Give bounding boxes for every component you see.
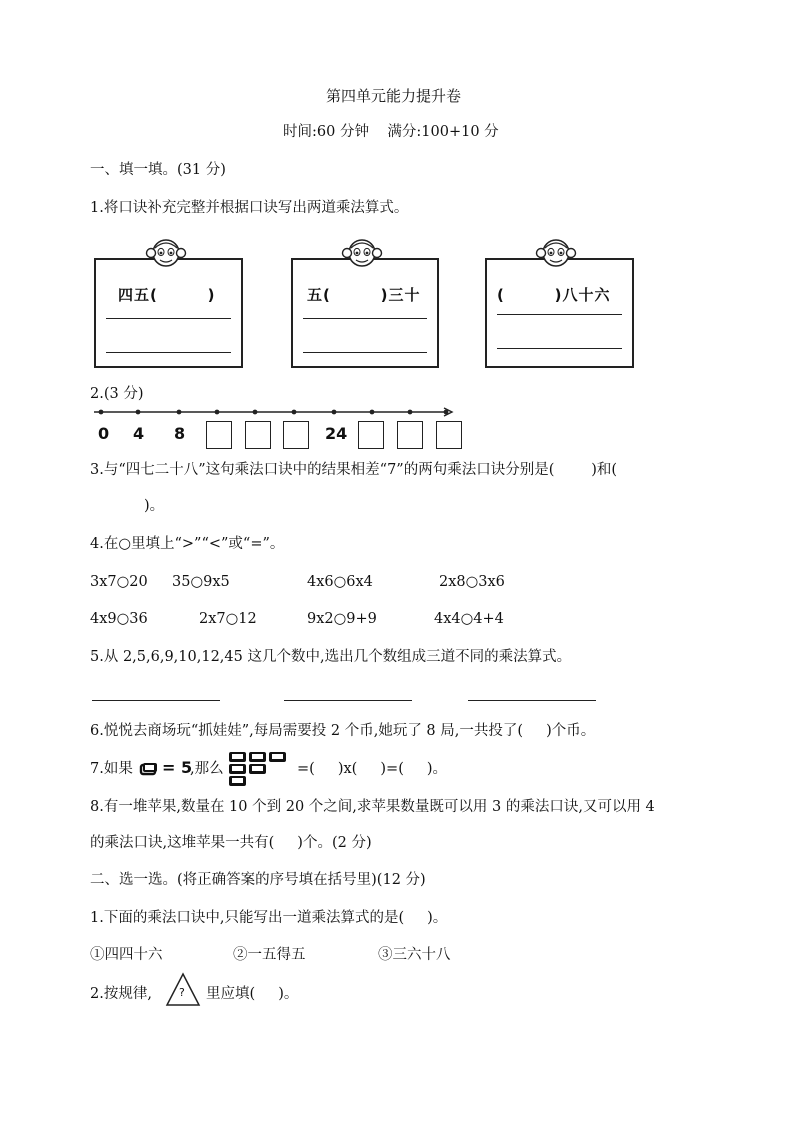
option-item[interactable]: ②一五得五 xyxy=(233,947,306,963)
answer-line[interactable] xyxy=(106,352,231,353)
monkey-icon xyxy=(342,236,382,270)
compare-item[interactable]: 4x6○6x4 xyxy=(307,574,373,590)
compare-item[interactable]: 9x2○9+9 xyxy=(307,611,377,627)
compare-item[interactable]: 2x7○12 xyxy=(199,611,257,627)
question-1-2-text: 2.(3 分) xyxy=(90,386,144,402)
number-line-label: 4 xyxy=(133,424,145,443)
compare-item[interactable]: 4x4○4+4 xyxy=(434,611,504,627)
question-1-5-text: 5.从 2,5,6,9,10,12,45 这几个数中,选出几个数组成三道不同的乘法算式。 xyxy=(90,649,572,665)
compare-item[interactable]: 3x7○20 xyxy=(90,574,148,590)
answer-line[interactable] xyxy=(92,700,220,701)
option-item[interactable]: ①四四十六 xyxy=(90,947,163,963)
question-1-3-text: 3.与“四七二十八”这句乘法口诀中的结果相差“7”的两句乘法口诀分别是( )和( xyxy=(90,462,618,478)
block-icon xyxy=(140,762,158,776)
triangle-symbol: ? xyxy=(179,986,185,999)
answer-line[interactable] xyxy=(303,318,427,319)
monkey-icon xyxy=(146,236,186,270)
question-2-1-text: 1.下面的乘法口诀中,只能写出一道乘法算式的是( )。 xyxy=(90,910,448,926)
exam-meta: 时间:60 分钟 满分:100+10 分 xyxy=(283,124,499,140)
question-1-7-prefix: 7.如果 xyxy=(90,761,133,777)
compare-item[interactable]: 35○9x5 xyxy=(172,574,230,590)
question-1-8-text: 8.有一堆苹果,数量在 10 个到 20 个之间,求苹果数量既可以用 3 的乘法口诀,又可以用 4 xyxy=(90,799,655,815)
compare-item[interactable]: 2x8○3x6 xyxy=(439,574,505,590)
question-1-8-text-cont: 的乘法口诀,这堆苹果一共有( )个。(2 分) xyxy=(90,835,372,851)
answer-line[interactable] xyxy=(497,314,622,315)
number-line xyxy=(94,406,454,418)
section-1-heading: 一、填一填。(31 分) xyxy=(90,162,226,178)
question-1-1-text: 1.将口诀补充完整并根据口诀写出两道乘法算式。 xyxy=(90,200,409,216)
rhyme-card-3-text: ( )八十六 xyxy=(497,286,611,304)
question-2-2-suffix: 里应填( )。 xyxy=(206,986,299,1002)
answer-line[interactable] xyxy=(468,700,596,701)
question-1-6-text: 6.悦悦去商场玩“抓娃娃”,每局需要投 2 个币,她玩了 8 局,一共投了( )个币。 xyxy=(90,723,596,739)
rhyme-card-2 xyxy=(291,258,439,368)
compare-item[interactable]: 4x9○36 xyxy=(90,611,148,627)
number-line-blank-box[interactable] xyxy=(245,421,271,449)
answer-line[interactable] xyxy=(106,318,231,319)
question-2-2-prefix: 2.按规律, xyxy=(90,986,152,1002)
page-title: 第四单元能力提升卷 xyxy=(326,87,462,105)
number-line-blank-box[interactable] xyxy=(206,421,232,449)
answer-line[interactable] xyxy=(303,352,427,353)
number-line-blank-box[interactable] xyxy=(358,421,384,449)
answer-line[interactable] xyxy=(497,348,622,349)
stacked-blocks-icon xyxy=(227,750,291,788)
rhyme-card-1 xyxy=(94,258,243,368)
number-line-blank-box[interactable] xyxy=(283,421,309,449)
question-1-7-suffix: =( )x( )=( )。 xyxy=(297,761,448,777)
answer-line[interactable] xyxy=(284,700,412,701)
rhyme-card-2-text: 五( )三十 xyxy=(307,286,421,304)
number-line-blank-box[interactable] xyxy=(436,421,462,449)
question-1-3-text-cont: )。 xyxy=(144,498,165,514)
monkey-icon xyxy=(536,236,576,270)
number-line-label: 24 xyxy=(325,424,348,443)
number-line-blank-box[interactable] xyxy=(397,421,423,449)
question-1-7-mid: ,那么 xyxy=(190,761,224,777)
rhyme-card-1-text: 四五( ) xyxy=(118,286,216,304)
question-1-4-text: 4.在○里填上“>”“<”或“=”。 xyxy=(90,536,285,552)
section-2-heading: 二、选一选。(将正确答案的序号填在括号里)(12 分) xyxy=(90,872,426,888)
option-item[interactable]: ③三六十八 xyxy=(378,947,451,963)
number-line-label: 0 xyxy=(98,424,110,443)
rhyme-card-3 xyxy=(485,258,634,368)
block-value: = 5 xyxy=(162,758,193,777)
number-line-label: 8 xyxy=(174,424,186,443)
